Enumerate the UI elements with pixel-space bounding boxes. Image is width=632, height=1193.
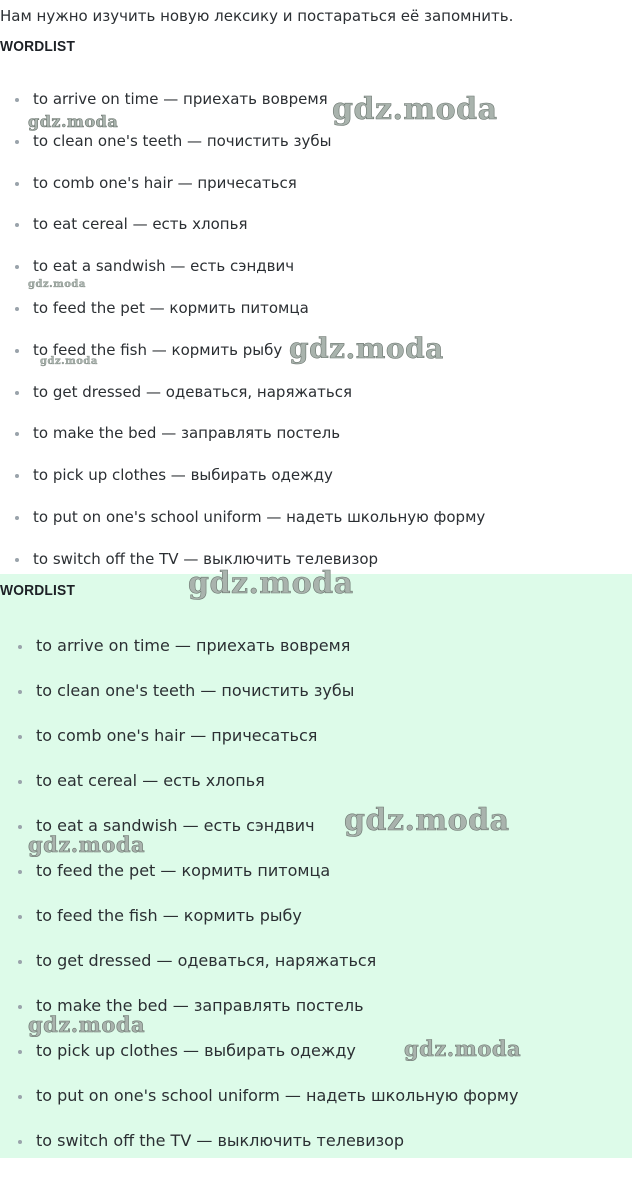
watermark: gdz.moda [28, 1012, 146, 1037]
list-item [0, 422, 485, 464]
list-item-text: to put on one's school uniform — надеть школьную форму [33, 507, 486, 526]
list-item [0, 506, 485, 548]
list-item-text: to arrive on time — приехать вовремя [36, 636, 351, 655]
list-item-text: to feed the pet — кормить питомца [36, 861, 331, 880]
list-item-text: to pick up clothes — выбирать одежду [36, 1041, 356, 1060]
wordlist-heading: WORDLIST [0, 38, 76, 55]
list-item [0, 859, 518, 904]
list-item-text: to feed the pet — кормить питомца [33, 298, 309, 317]
bullet-icon [15, 98, 19, 102]
bullet-icon [18, 870, 22, 874]
list-item [0, 297, 485, 339]
list-item-text: to put on one's school uniform — надеть школьную форму [36, 1086, 519, 1105]
bullet-icon [15, 474, 19, 478]
list-item-text: to comb one's hair — причесаться [33, 173, 297, 192]
list-item-text: to clean one's teeth — почистить зубы [33, 131, 332, 150]
bullet-icon [15, 182, 19, 186]
list-item [0, 634, 518, 679]
bullet-icon [15, 223, 19, 227]
bullet-icon [18, 1140, 22, 1144]
intro-text: Нам нужно изучить новую лексику и постараться её запомнить. [0, 7, 514, 25]
list-item-text: to get dressed — одеваться, наряжаться [36, 951, 377, 970]
bullet-icon [18, 960, 22, 964]
list-item-text: to clean one's teeth — почистить зубы [36, 681, 355, 700]
bullet-icon [15, 516, 19, 520]
bullet-icon [15, 349, 19, 353]
bullet-icon [15, 432, 19, 436]
list-item-text: to eat cereal — есть хлопья [36, 771, 265, 790]
list-item [0, 381, 485, 423]
list-item [0, 769, 518, 814]
watermark: gdz.moda [28, 832, 146, 857]
list-item-text: to arrive on time — приехать вовремя [33, 90, 328, 108]
bullet-icon [15, 265, 19, 269]
bullet-icon [15, 307, 19, 311]
wordlist-heading: WORDLIST [0, 582, 76, 599]
list-item-text: to switch off the TV — выключить телевизор [33, 549, 379, 568]
list-item [0, 339, 485, 381]
list-item [0, 679, 518, 724]
watermark: gdz.moda [332, 92, 498, 127]
bullet-icon [18, 1050, 22, 1054]
list-item-text: to make the bed — заправлять постель [33, 424, 341, 443]
watermark: gdz.moda [28, 279, 86, 290]
list-item-text: to eat a sandwish — есть сэндвич [33, 257, 295, 276]
list-item-text: to feed the fish — кормить рыбу [36, 906, 302, 925]
list-item [0, 1129, 518, 1174]
list-item-text: to switch off the TV — выключить телевизор [36, 1131, 405, 1150]
watermark: gdz.moda [404, 1036, 522, 1061]
watermark: gdz.moda [344, 803, 510, 838]
bullet-icon [18, 645, 22, 649]
bullet-icon [18, 690, 22, 694]
bullet-icon [15, 391, 19, 395]
list-item [0, 904, 518, 949]
list-item [0, 255, 485, 297]
list-item [0, 172, 485, 214]
watermark: gdz.moda [188, 566, 354, 601]
list-item [0, 213, 485, 255]
watermark: gdz.moda [28, 112, 119, 131]
list-item [0, 464, 485, 506]
list-item [0, 814, 518, 859]
list-item-text: to feed the fish — кормить рыбу [33, 340, 283, 359]
list-item-text: to get dressed — одеваться, наряжаться [33, 382, 353, 401]
list-item [0, 88, 485, 130]
watermark: gdz.moda [40, 356, 98, 367]
list-item [0, 130, 485, 172]
wordlist-1 [0, 88, 485, 590]
list-item-text: to pick up clothes — выбирать одежду [33, 466, 333, 485]
list-item [0, 724, 518, 769]
list-item [0, 1084, 518, 1129]
bullet-icon [18, 915, 22, 919]
bullet-icon [15, 140, 19, 144]
list-item-text: to make the bed — заправлять постель [36, 996, 364, 1015]
bullet-icon [18, 1005, 22, 1009]
list-item [0, 949, 518, 994]
bullet-icon [18, 1095, 22, 1099]
wordlist-2 [0, 634, 518, 1174]
bullet-icon [15, 558, 19, 562]
bullet-icon [18, 825, 22, 829]
bullet-icon [18, 780, 22, 784]
list-item [0, 1039, 518, 1084]
bullet-icon [18, 735, 22, 739]
list-item-text: to eat cereal — есть хлопья [33, 215, 248, 234]
list-item-text: to eat a sandwish — есть сэндвич [36, 816, 315, 835]
watermark: gdz.moda [289, 332, 444, 365]
list-item [0, 994, 518, 1039]
list-item-text: to comb one's hair — причесаться [36, 726, 318, 745]
